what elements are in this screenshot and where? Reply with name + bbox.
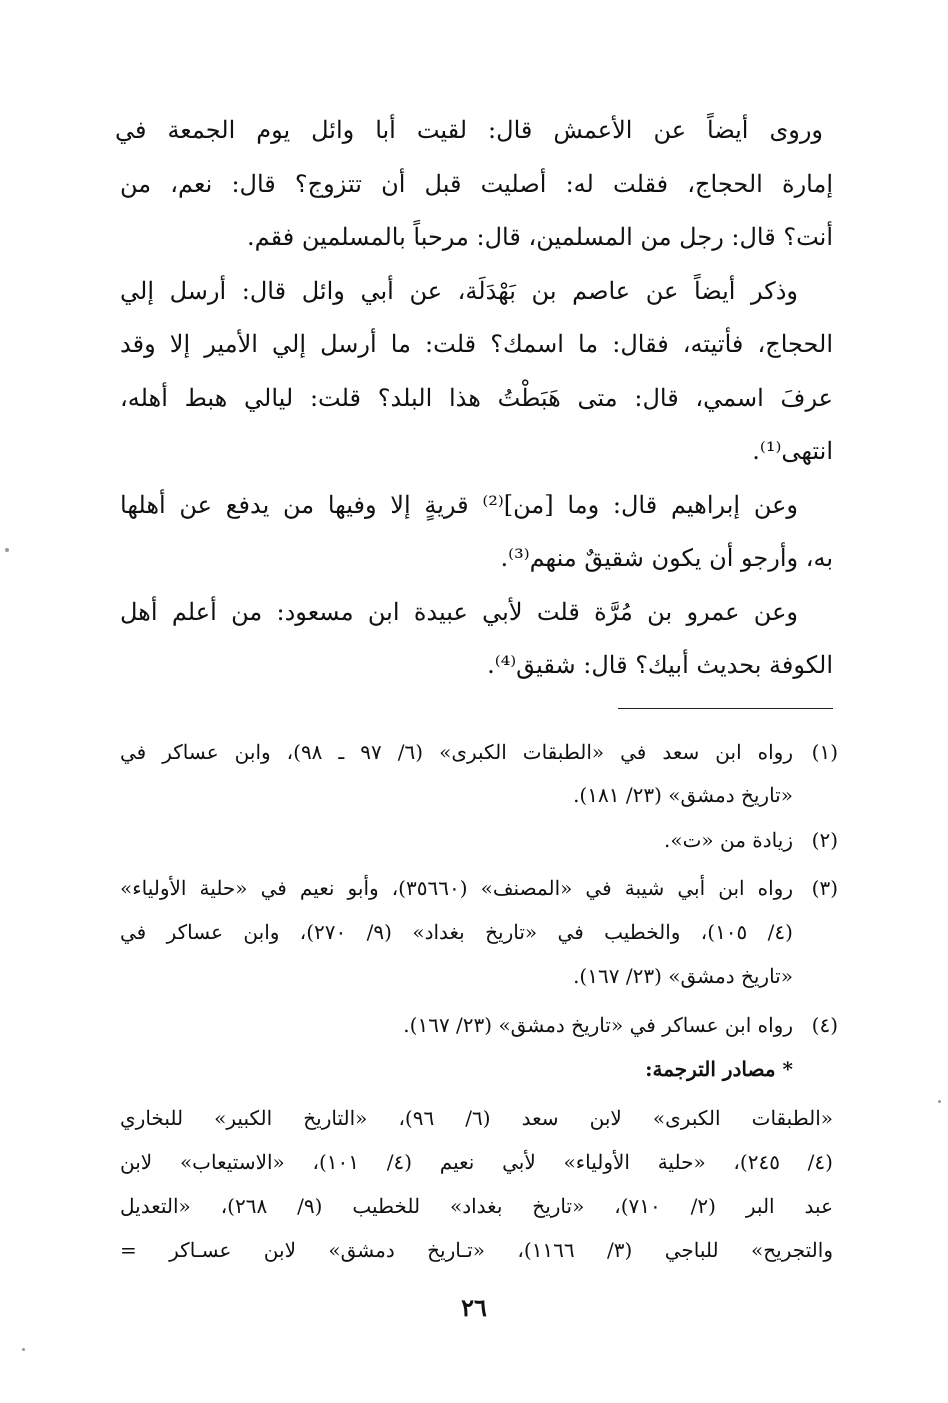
main-text-line: انتهى⁽¹⁾. xyxy=(752,437,833,465)
footnote-line: رواه ابن سعد في «الطبقات الكبرى» (٦/ ٩٧ ـ ٩٨)، وابن عساكر في xyxy=(120,740,793,764)
main-text-line: وروى أيضاً عن الأعمش قال: لقيت أبا وائل يوم الجمعة في xyxy=(115,116,823,144)
footnote-line: (٤/ ١٠٥)، والخطيب في «تاريخ بغداد» (٩/ ٢٧٠)، وابن عساكر في xyxy=(120,920,793,944)
footnote-number: (٣) xyxy=(811,876,838,900)
footnote-separator xyxy=(618,708,833,709)
footnote-number: (١) xyxy=(811,740,838,764)
scan-speck xyxy=(5,548,9,552)
main-text-line: أنت؟ قال: رجل من المسلمين، قال: مرحباً بالمسلمين فقم. xyxy=(247,223,833,251)
footnote-line: رواه ابن عساكر في «تاريخ دمشق» (٢٣/ ١٦٧). xyxy=(403,1013,793,1037)
footnote-line: زيادة من «ت». xyxy=(663,828,793,852)
main-text-line: وعن عمرو بن مُرَّة قلت لأبي عبيدة ابن مسعود: من أعلم أهل xyxy=(120,598,798,626)
scan-speck xyxy=(22,1348,25,1351)
main-text-line: الحجاج، فأتيته، فقال: ما اسمك؟ قلت: ما أرسل إلي الأمير إلا وقد xyxy=(120,330,833,358)
main-text-line: وذكر أيضاً عن عاصم بن بَهْدَلَة، عن أبي وائل قال: أرسل إلي xyxy=(120,277,798,305)
page-number: ٢٦ xyxy=(461,1293,487,1322)
footnote-line: «تاريخ دمشق» (٢٣/ ١٦٧). xyxy=(573,964,793,988)
footnote-line: رواه ابن أبي شيبة في «المصنف» (٣٥٦٦٠)، وأبو نعيم في «حلية الأولياء» xyxy=(120,876,793,900)
main-text-line: عرفَ اسمي، قال: متى هَبَطْتُ هذا البلد؟ قلت: ليالي هبط أهله، xyxy=(120,384,834,412)
main-text-line: الكوفة بحديث أبيك؟ قال: شقيق⁽⁴⁾. xyxy=(487,651,833,679)
main-text-line: وعن إبراهيم قال: وما [من]⁽²⁾ قريةٍ إلا وفيها من يدفع عن أهلها xyxy=(120,491,798,519)
main-text-line: إمارة الحجاج، فقلت له: أصليت قبل أن تتزوج؟ قال: نعم، من xyxy=(120,170,833,198)
footnote-number: (٤) xyxy=(811,1013,838,1037)
main-text-line: به، وأرجو أن يكون شقيقٌ منهم⁽³⁾. xyxy=(500,544,833,572)
sources-heading: * مصادر الترجمة: xyxy=(645,1057,793,1081)
sources-line: «الطبقات الكبرى» لابن سعد (٦/ ٩٦)، «التاريخ الكبير» للبخاري xyxy=(120,1106,833,1130)
footnote-line: «تاريخ دمشق» (٢٣/ ١٨١). xyxy=(573,783,793,807)
sources-line: (٤/ ٢٤٥)، «حلية الأولياء» لأبي نعيم (٤/ ١٠١)، «الاستيعاب» لابن xyxy=(120,1150,833,1174)
footnote-number: (٢) xyxy=(811,828,838,852)
sources-line: عبد البر (٢/ ٧١٠)، «تاريخ بغداد» للخطيب (٩/ ٢٦٨)، «التعديل xyxy=(120,1194,833,1218)
sources-line: والتجريح» للباجي (٣/ ١١٦٦)، «تـاريخ دمشق» لابن عسـاكر = xyxy=(120,1238,833,1262)
scan-speck xyxy=(938,1100,941,1103)
